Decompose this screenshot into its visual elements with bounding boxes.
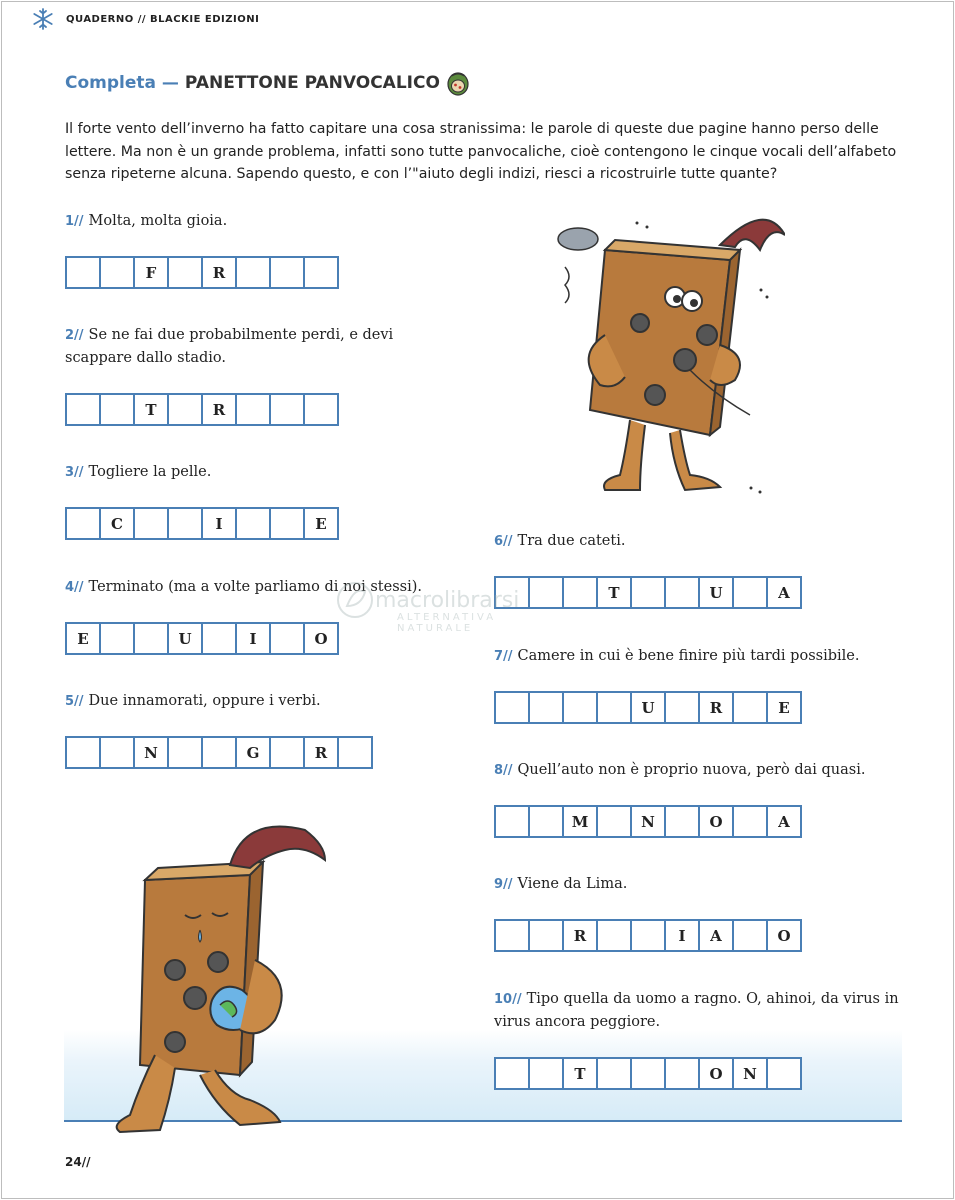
answer-cell[interactable] [235,507,271,540]
watermark-tagline: ALTERNATIVA NATURALE [397,612,497,634]
answer-cell[interactable] [494,805,530,838]
answer-cell[interactable]: G [235,736,271,769]
answer-cell[interactable] [630,1057,666,1090]
answer-cell[interactable] [99,256,135,289]
clue-number: 6// [494,534,513,549]
answer-cell[interactable] [99,736,135,769]
clue-9 [494,873,627,896]
answer-cell[interactable]: A [766,805,802,838]
answer-cell[interactable] [528,576,564,609]
answer-cell[interactable] [664,805,700,838]
leaf-logo-icon [335,580,375,620]
clue-text: Terminato (ma a volte parliamo di noi stessi). [88,579,422,595]
answer-cell[interactable]: O [303,622,339,655]
clue-text: Due innamorati, oppure i verbi. [88,693,321,709]
answer-cell[interactable] [766,1057,802,1090]
answer-cell[interactable]: F [133,256,169,289]
answer-cell[interactable]: N [630,805,666,838]
answer-cell[interactable]: C [99,507,135,540]
answer-cell[interactable] [99,393,135,426]
answer-cell[interactable] [65,507,101,540]
clue-1 [65,210,227,233]
clue-number: 8// [494,763,513,778]
snowflake-icon [32,8,54,30]
answer-grid-1 [65,256,339,289]
clue-6 [494,530,625,553]
clue-text: Camere in cui è bene finire più tardi possibile. [517,648,860,664]
answer-cell[interactable]: U [698,576,734,609]
answer-grid-3 [65,507,339,540]
answer-cell[interactable] [303,393,339,426]
answer-cell[interactable]: E [303,507,339,540]
clue-number: 7// [494,649,513,664]
answer-grid-9 [494,919,802,952]
title-sub: PANETTONE PANVOCALICO [184,73,440,93]
clue-3 [65,461,211,484]
answer-cell[interactable] [269,622,305,655]
answer-cell[interactable]: U [630,691,666,724]
answer-cell[interactable] [167,736,203,769]
answer-cell[interactable]: I [201,507,237,540]
answer-grid-5 [65,736,373,769]
answer-cell[interactable] [732,576,768,609]
clue-2 [65,324,460,369]
answer-cell[interactable] [528,805,564,838]
answer-cell[interactable] [269,256,305,289]
answer-grid-4 [65,622,339,655]
answer-cell[interactable]: A [698,919,734,952]
answer-cell[interactable] [337,736,373,769]
answer-cell[interactable] [167,256,203,289]
answer-cell[interactable] [65,256,101,289]
clue-text: Tra due cateti. [517,533,626,549]
answer-cell[interactable]: E [766,691,802,724]
intro-text: Il forte vento dell’inverno ha fatto capitare una cosa stranissima: le parole di queste due pagine hanno perso delle lettere. Ma non è un grande problema, infatti sono tutte panvocaliche, cioè contengono le cinque vocali dell’alfabeto senza ripeterne alcuna. Sapendo questo, e con l’"aiuto degli indizi, riesci a ricostruirle tutte quante? [65,121,897,182]
answer-cell[interactable] [303,256,339,289]
answer-cell[interactable] [494,691,530,724]
answer-cell[interactable] [528,691,564,724]
answer-cell[interactable]: R [303,736,339,769]
answer-grid-10 [494,1057,802,1090]
answer-cell[interactable]: E [65,622,101,655]
answer-cell[interactable] [732,919,768,952]
answer-cell[interactable]: T [562,1057,598,1090]
answer-cell[interactable] [167,393,203,426]
title-main: Completa — [65,73,179,93]
answer-cell[interactable] [664,576,700,609]
header-brand: QUADERNO // BLACKIE EDIZIONI [66,13,260,25]
answer-cell[interactable]: O [698,805,734,838]
answer-cell[interactable]: T [596,576,632,609]
clue-text: Tipo quella da uomo a ragno. O, ahinoi, da virus in virus ancora peggiore. [494,991,899,1030]
clue-7 [494,645,859,668]
answer-cell[interactable] [235,256,271,289]
answer-cell[interactable] [732,805,768,838]
clue-number: 5// [65,694,84,709]
answer-cell[interactable] [201,736,237,769]
answer-cell[interactable] [133,622,169,655]
clue-text: Togliere la pelle. [88,464,212,480]
answer-cell[interactable] [596,919,632,952]
answer-cell[interactable]: A [766,576,802,609]
clue-number: 10// [494,992,522,1007]
clue-number: 1// [65,214,84,229]
answer-cell[interactable]: O [766,919,802,952]
watermark-name: macrolibrarsi [375,587,520,613]
page-number: 24// [65,1155,91,1169]
answer-cell[interactable] [201,622,237,655]
answer-grid-2 [65,393,339,426]
page-header [32,8,259,30]
clue-text: Viene da Lima. [517,876,628,892]
clue-10 [494,988,904,1033]
clue-text: Quell’auto non è proprio nuova, però dai quasi. [517,762,866,778]
clue-5 [65,690,321,713]
clue-number: 9// [494,877,513,892]
answer-cell[interactable] [235,393,271,426]
answer-cell[interactable] [630,919,666,952]
answer-cell[interactable] [269,393,305,426]
clue-8 [494,759,865,782]
answer-cell[interactable]: M [562,805,598,838]
answer-grid-8 [494,805,802,838]
clue-number: 4// [65,580,84,595]
answer-cell[interactable] [596,1057,632,1090]
clue-text: Se ne fai due probabilmente perdi, e devi scappare dallo stadio. [65,327,394,366]
answer-cell[interactable] [596,805,632,838]
page-title [65,70,470,96]
answer-cell[interactable] [562,576,598,609]
answer-cell[interactable] [494,919,530,952]
answer-cell[interactable] [269,507,305,540]
answer-cell[interactable]: N [732,1057,768,1090]
panettone-icon [446,70,470,96]
answer-cell[interactable] [494,1057,530,1090]
answer-cell[interactable] [664,1057,700,1090]
clue-number: 2// [65,328,84,343]
answer-cell[interactable]: R [562,919,598,952]
answer-cell[interactable] [664,691,700,724]
answer-cell[interactable]: O [698,1057,734,1090]
answer-cell[interactable]: N [133,736,169,769]
answer-cell[interactable] [65,736,101,769]
watermark [335,580,520,634]
answer-cell[interactable]: R [201,256,237,289]
answer-cell[interactable]: T [133,393,169,426]
book-character-sad-illustration [100,820,340,1135]
answer-cell[interactable] [630,576,666,609]
answer-cell[interactable]: I [664,919,700,952]
answer-grid-7 [494,691,802,724]
book-character-surprised-illustration [545,205,785,505]
answer-grid-6 [494,576,802,609]
answer-cell[interactable] [167,507,203,540]
answer-cell[interactable] [65,393,101,426]
answer-cell[interactable] [133,507,169,540]
answer-cell[interactable] [99,622,135,655]
answer-cell[interactable] [562,691,598,724]
answer-cell[interactable]: R [698,691,734,724]
answer-cell[interactable] [528,1057,564,1090]
answer-cell[interactable] [596,691,632,724]
answer-cell[interactable] [269,736,305,769]
clue-number: 3// [65,465,84,480]
answer-cell[interactable]: R [201,393,237,426]
answer-cell[interactable]: I [235,622,271,655]
clue-text: Molta, molta gioia. [88,213,228,229]
answer-cell[interactable] [528,919,564,952]
answer-cell[interactable]: U [167,622,203,655]
answer-cell[interactable] [732,691,768,724]
